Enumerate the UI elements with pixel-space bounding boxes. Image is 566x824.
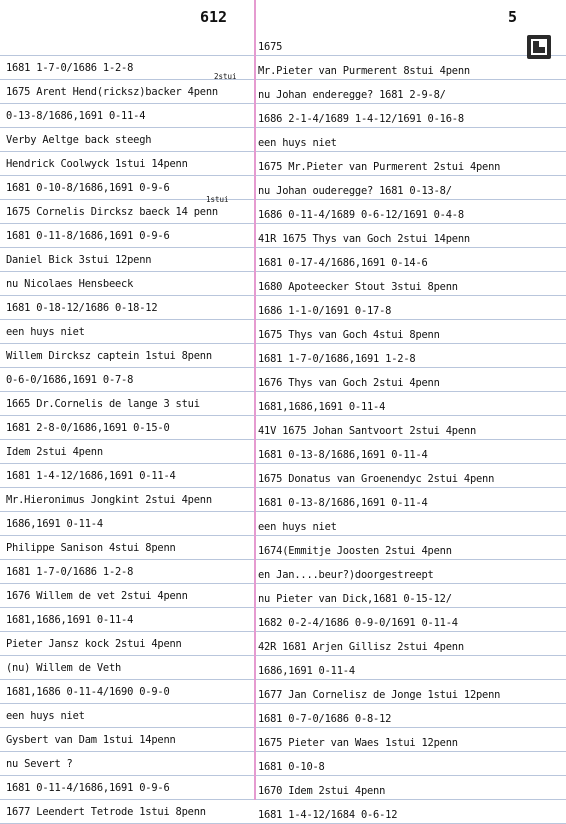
ruled-line bbox=[0, 127, 566, 128]
ledger-line: 1686,1691 0-11-4 bbox=[258, 665, 355, 677]
ledger-line: 1681 0-18-12/1686 0-18-12 bbox=[6, 302, 158, 314]
ledger-line: 1675 Mr.Pieter van Purmerent 2stui 4penn bbox=[258, 161, 501, 173]
ledger-line: 1665 Dr.Cornelis de lange 3 stui bbox=[6, 398, 200, 410]
margin-line bbox=[254, 0, 256, 800]
ruled-line bbox=[0, 55, 566, 56]
ruled-line bbox=[0, 727, 566, 728]
ruled-line bbox=[0, 463, 566, 464]
ledger-line: 1681 0-13-8/1686,1691 0-11-4 bbox=[258, 449, 428, 461]
ledger-line: 1686,1691 0-11-4 bbox=[6, 518, 103, 530]
ledger-line: een huys niet bbox=[258, 521, 337, 533]
page-number-left: 612 bbox=[200, 8, 228, 26]
ledger-line: 1686 0-11-4/1689 0-6-12/1691 0-4-8 bbox=[258, 209, 464, 221]
ledger-line: 1675 Arent Hend(ricksz)backer 4penn bbox=[6, 86, 218, 98]
ruled-line bbox=[0, 799, 566, 800]
ledger-line: 1682 0-2-4/1686 0-9-0/1691 0-11-4 bbox=[258, 617, 458, 629]
ruled-line bbox=[0, 439, 566, 440]
ledger-line: 1675 bbox=[258, 41, 283, 53]
ledger-line: 0-6-0/1686,1691 0-7-8 bbox=[6, 374, 134, 386]
ruled-line bbox=[0, 631, 566, 632]
ledger-line: 1681 1-7-0/1686 1-2-8 bbox=[6, 62, 134, 74]
ledger-line: 1675 Pieter van Waes 1stui 12penn bbox=[258, 737, 458, 749]
ledger-line: 1681,1686 0-11-4/1690 0-9-0 bbox=[6, 686, 170, 698]
ledger-line: Willem Dircksz captein 1stui 8penn bbox=[6, 350, 212, 362]
ledger-line: Pieter Jansz kock 2stui 4penn bbox=[6, 638, 182, 650]
ruled-line bbox=[0, 319, 566, 320]
ledger-line: een huys niet bbox=[6, 326, 85, 338]
ledger-line: 1681 0-11-4/1686,1691 0-9-6 bbox=[6, 782, 170, 794]
ledger-line: 1681 0-13-8/1686,1691 0-11-4 bbox=[258, 497, 428, 509]
ledger-line: 1681 0-10-8 bbox=[258, 761, 325, 773]
ruled-line bbox=[0, 271, 566, 272]
ledger-line: nu Severt ? bbox=[6, 758, 73, 770]
ledger-line: 1681 1-4-12/1686,1691 0-11-4 bbox=[6, 470, 176, 482]
ledger-line: Gysbert van Dam 1stui 14penn bbox=[6, 734, 176, 746]
ruled-line bbox=[0, 583, 566, 584]
ledger-line: Hendrick Coolwyck 1stui 14penn bbox=[6, 158, 188, 170]
ledger-line: Idem 2stui 4penn bbox=[6, 446, 103, 458]
ruled-line bbox=[0, 559, 566, 560]
ruled-line bbox=[0, 487, 566, 488]
ruled-line bbox=[0, 535, 566, 536]
ledger-line: 1681 1-7-0/1686 1-2-8 bbox=[6, 566, 134, 578]
ledger-line: 1681 1-7-0/1686,1691 1-2-8 bbox=[258, 353, 416, 365]
ledger-line: 1681 0-10-8/1686,1691 0-9-6 bbox=[6, 182, 170, 194]
ledger-line: Mr.Pieter van Purmerent 8stui 4penn bbox=[258, 65, 470, 77]
ledger-line: 41V 1675 Johan Santvoort 2stui 4penn bbox=[258, 425, 477, 437]
ruled-line bbox=[0, 247, 566, 248]
ledger-line: nu Pieter van Dick,1681 0-15-12/ bbox=[258, 593, 452, 605]
ruled-line bbox=[0, 367, 566, 368]
ruled-line bbox=[0, 223, 566, 224]
ledger-line: nu Johan enderegge? 1681 2-9-8/ bbox=[258, 89, 446, 101]
ledger-line: 1681 0-7-0/1686 0-8-12 bbox=[258, 713, 392, 725]
ledger-line: Verby Aeltge back steegh bbox=[6, 134, 152, 146]
ledger-line: Philippe Sanison 4stui 8penn bbox=[6, 542, 176, 554]
ledger-line: 1681 2-8-0/1686,1691 0-15-0 bbox=[6, 422, 170, 434]
ledger-line: 41R 1675 Thys van Goch 2stui 14penn bbox=[258, 233, 470, 245]
ruled-line bbox=[0, 703, 566, 704]
ruled-line bbox=[0, 655, 566, 656]
ruled-line bbox=[0, 511, 566, 512]
ledger-line: 1676 Willem de vet 2stui 4penn bbox=[6, 590, 188, 602]
ruled-line bbox=[0, 415, 566, 416]
ledger-line: (nu) Willem de Veth bbox=[6, 662, 122, 674]
ledger-line: 1674(Emmitje Joosten 2stui 4penn bbox=[258, 545, 452, 557]
ledger-line: een huys niet bbox=[258, 137, 337, 149]
ledger-line: 1686 1-1-0/1691 0-17-8 bbox=[258, 305, 392, 317]
ledger-line: 1681,1686,1691 0-11-4 bbox=[6, 614, 134, 626]
ledger-line: 1677 Leendert Tetrode 1stui 8penn bbox=[6, 806, 206, 818]
ledger-line: 42R 1681 Arjen Gillisz 2stui 4penn bbox=[258, 641, 464, 653]
ledger-line: Daniel Bick 3stui 12penn bbox=[6, 254, 152, 266]
ledger-line: Mr.Hieronimus Jongkint 2stui 4penn bbox=[6, 494, 212, 506]
ruled-line bbox=[0, 79, 566, 80]
ruled-line bbox=[0, 391, 566, 392]
ledger-line: 1677 Jan Cornelisz de Jonge 1stui 12penn bbox=[258, 689, 501, 701]
ledger-line: 1681,1686,1691 0-11-4 bbox=[258, 401, 386, 413]
ledger-line: 0-13-8/1686,1691 0-11-4 bbox=[6, 110, 146, 122]
ledger-line: 1675 Donatus van Groenendyc 2stui 4penn bbox=[258, 473, 495, 485]
ledger-line: 1681 0-17-4/1686,1691 0-14-6 bbox=[258, 257, 428, 269]
page-number-right: 5 bbox=[508, 8, 518, 26]
ledger-line: een huys niet bbox=[6, 710, 85, 722]
ruled-line bbox=[0, 343, 566, 344]
margin-note: 1stui bbox=[206, 195, 229, 204]
ruled-line bbox=[0, 751, 566, 752]
ledger-line: 1670 Idem 2stui 4penn bbox=[258, 785, 386, 797]
bookmark-corner-icon[interactable] bbox=[527, 35, 551, 59]
ledger-line: 1675 Thys van Goch 4stui 8penn bbox=[258, 329, 440, 341]
ruled-line bbox=[0, 295, 566, 296]
ruled-line bbox=[0, 151, 566, 152]
ledger-line: nu Johan ouderegge? 1681 0-13-8/ bbox=[258, 185, 452, 197]
ruled-line bbox=[0, 607, 566, 608]
ledger-line: 1681 0-11-8/1686,1691 0-9-6 bbox=[6, 230, 170, 242]
ledger-line: 1676 Thys van Goch 2stui 4penn bbox=[258, 377, 440, 389]
ruled-line bbox=[0, 175, 566, 176]
ruled-line bbox=[0, 103, 566, 104]
ruled-line bbox=[0, 679, 566, 680]
margin-note: 2stui bbox=[214, 72, 237, 81]
ledger-line: 1686 2-1-4/1689 1-4-12/1691 0-16-8 bbox=[258, 113, 464, 125]
ruled-line bbox=[0, 199, 566, 200]
ledger-line: en Jan....beur?)doorgestreept bbox=[258, 569, 434, 581]
ledger-line: 1675 Cornelis Dircksz baeck 14 penn bbox=[6, 206, 218, 218]
ledger-line: nu Nicolaes Hensbeeck bbox=[6, 278, 134, 290]
ledger-line: 1680 Apoteecker Stout 3stui 8penn bbox=[258, 281, 458, 293]
ledger-line: 1681 1-4-12/1684 0-6-12 bbox=[258, 809, 398, 821]
ruled-line bbox=[0, 775, 566, 776]
